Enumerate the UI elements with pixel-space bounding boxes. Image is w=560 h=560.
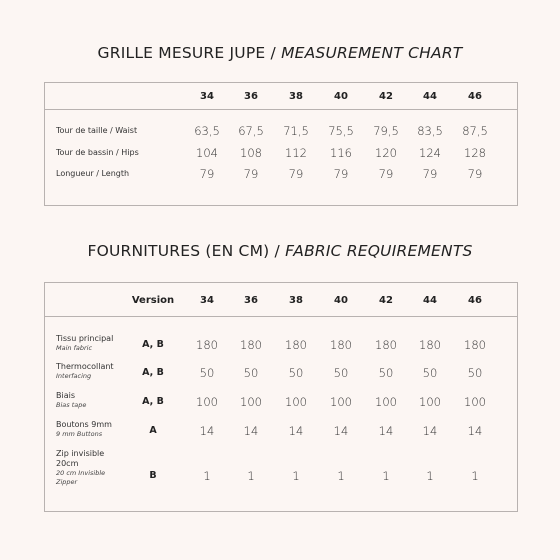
cell-value: 100 — [419, 395, 441, 409]
cell-value: 180 — [196, 338, 218, 352]
cell-value: 67,5 — [238, 124, 264, 138]
cell-value: 1 — [337, 469, 345, 483]
row-label: Longueur / Length — [56, 169, 130, 178]
cell-value: 79 — [467, 167, 483, 181]
cell-value: 75,5 — [328, 124, 354, 138]
cell-value: 50 — [243, 366, 259, 380]
header-divider — [45, 109, 517, 110]
fabric-title-main: FOURNITURES (EN CM) / — [87, 242, 286, 260]
cell-value: 71,5 — [283, 124, 309, 138]
cell-value: 100 — [240, 395, 262, 409]
cell-value: 14 — [243, 424, 259, 438]
row-label — [56, 449, 114, 487]
cell-value: 63,5 — [194, 124, 220, 138]
cell-value: 83,5 — [417, 124, 443, 138]
cell-value: 79 — [243, 167, 259, 181]
cell-value: 79 — [422, 167, 438, 181]
row-label-main: Zip invisible 20cm — [56, 449, 105, 468]
row-label: Tour de taille / Waist — [56, 126, 138, 135]
cell-value: 100 — [330, 395, 352, 409]
row-label — [56, 362, 136, 381]
size-header: 44 — [423, 295, 437, 306]
cell-value: 14 — [333, 424, 349, 438]
row-label-english: Interfacing — [56, 372, 92, 380]
cell-value: 180 — [419, 338, 441, 352]
cell-value: 79 — [378, 167, 394, 181]
row-label-english: Bias tape — [56, 401, 87, 409]
version-header: Version — [131, 295, 175, 306]
cell-value: 112 — [285, 146, 307, 160]
measurement-table — [44, 82, 518, 206]
fabric-title-italic: FABRIC REQUIREMENTS — [285, 242, 473, 260]
cell-value: 50 — [288, 366, 304, 380]
cell-value: 50 — [422, 366, 438, 380]
size-header: 38 — [289, 91, 303, 102]
cell-value: 1 — [247, 469, 255, 483]
cell-value: 14 — [199, 424, 215, 438]
cell-value: 14 — [467, 424, 483, 438]
version-cell: A — [149, 425, 157, 436]
size-header: 36 — [244, 91, 258, 102]
cell-value: 180 — [330, 338, 352, 352]
cell-value: 180 — [240, 338, 262, 352]
row-label-english: 9 mm Buttons — [56, 430, 103, 438]
cell-value: 1 — [382, 469, 390, 483]
cell-value: 79 — [288, 167, 304, 181]
row-label-main: Tissu principal — [56, 334, 114, 343]
measurement-title-main: GRILLE MESURE JUPE / — [97, 44, 282, 62]
cell-value: 79 — [199, 167, 215, 181]
row-label-main: Boutons 9mm — [56, 420, 112, 429]
size-header: 42 — [379, 91, 393, 102]
cell-value: 1 — [426, 469, 434, 483]
cell-value: 50 — [333, 366, 349, 380]
cell-value: 87,5 — [462, 124, 488, 138]
row-label — [56, 391, 136, 410]
cell-value: 116 — [330, 146, 352, 160]
size-header: 36 — [244, 295, 258, 306]
row-label: Tour de bassin / Hips — [56, 148, 139, 157]
size-header: 46 — [468, 91, 482, 102]
cell-value: 1 — [471, 469, 479, 483]
fabric-table — [44, 282, 518, 512]
cell-value: 79 — [333, 167, 349, 181]
cell-value: 14 — [422, 424, 438, 438]
version-cell: A, B — [142, 339, 164, 350]
cell-value: 100 — [375, 395, 397, 409]
header-divider — [45, 316, 517, 317]
version-cell: A, B — [142, 367, 164, 378]
cell-value: 180 — [464, 338, 486, 352]
size-header: 46 — [468, 295, 482, 306]
row-label — [56, 334, 136, 353]
cell-value: 50 — [378, 366, 394, 380]
row-label-main: Thermocollant — [56, 362, 114, 371]
cell-value: 108 — [240, 146, 262, 160]
cell-value: 180 — [375, 338, 397, 352]
cell-value: 50 — [199, 366, 215, 380]
row-label — [56, 420, 136, 439]
size-header: 40 — [334, 295, 348, 306]
cell-value: 14 — [378, 424, 394, 438]
cell-value: 180 — [285, 338, 307, 352]
row-label-english: Main fabric — [56, 344, 93, 352]
cell-value: 50 — [467, 366, 483, 380]
version-cell: A, B — [142, 396, 164, 407]
fabric-requirements-title — [0, 242, 560, 260]
cell-value: 124 — [419, 146, 441, 160]
cell-value: 100 — [464, 395, 486, 409]
cell-value: 120 — [375, 146, 397, 160]
size-header: 42 — [379, 295, 393, 306]
cell-value: 128 — [464, 146, 486, 160]
size-header: 38 — [289, 295, 303, 306]
measurement-title-italic: MEASUREMENT CHART — [281, 44, 463, 62]
size-header: 40 — [334, 91, 348, 102]
measurement-chart-title — [0, 44, 560, 62]
cell-value: 1 — [203, 469, 211, 483]
cell-value: 14 — [288, 424, 304, 438]
size-header: 44 — [423, 91, 437, 102]
size-header: 34 — [200, 91, 214, 102]
cell-value: 79,5 — [373, 124, 399, 138]
cell-value: 100 — [196, 395, 218, 409]
version-cell: B — [149, 470, 157, 481]
cell-value: 1 — [292, 469, 300, 483]
cell-value: 100 — [285, 395, 307, 409]
row-label-english: 20 cm Invisible Zipper — [56, 469, 106, 486]
row-label-main: Biais — [56, 391, 76, 400]
cell-value: 104 — [196, 146, 218, 160]
size-header: 34 — [200, 295, 214, 306]
